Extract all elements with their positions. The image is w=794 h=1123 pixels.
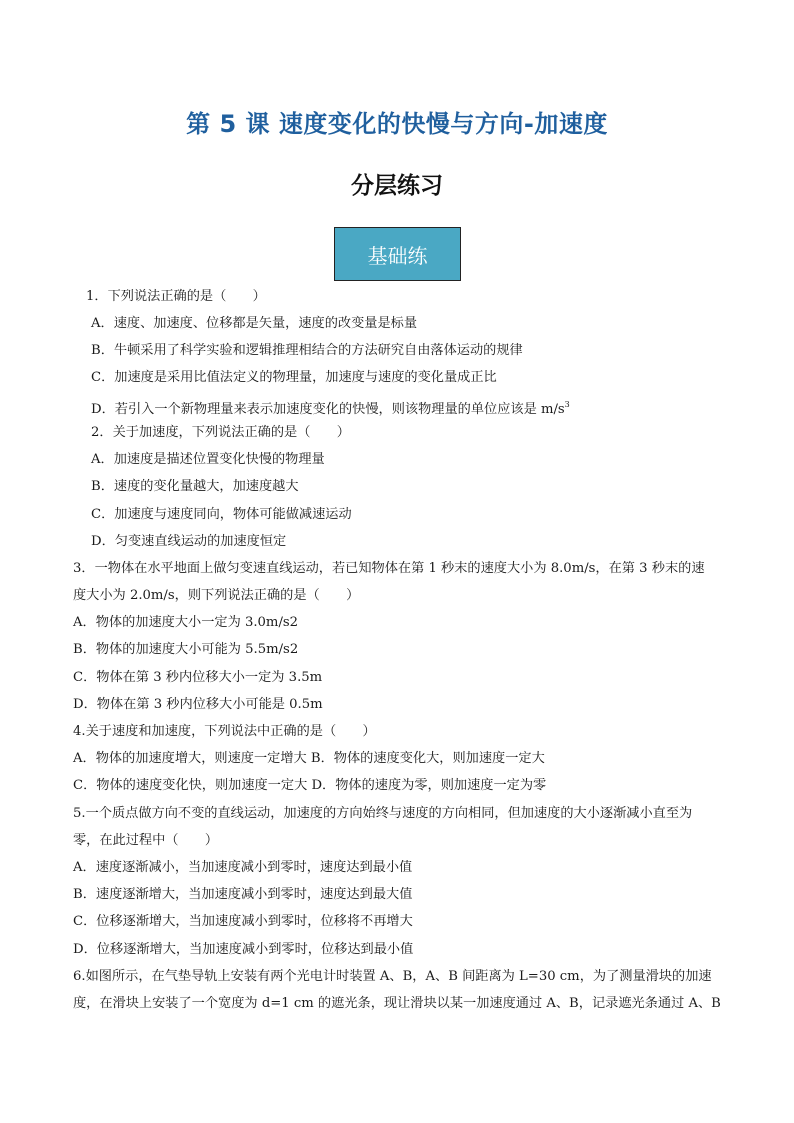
question-3-stem-line1: 3．一物体在水平地面上做匀变速直线运动，若已知物体在第 1 秒末的速度大小为 8.0m/s，在第 3 秒末的速 xyxy=(73,561,705,576)
page-title: 第 5 课 速度变化的快慢与方向-加速度 xyxy=(186,110,608,138)
question-2-option-a: A．加速度是描述位置变化快慢的物理量 xyxy=(91,452,325,467)
question-1-option-a: A．速度、加速度、位移都是矢量，速度的改变量是标量 xyxy=(91,316,418,331)
question-5-option-c: C．位移逐渐增大，当加速度减小到零时，位移将不再增大 xyxy=(73,914,413,929)
question-3-option-c: C．物体在第 3 秒内位移大小一定为 3.5m xyxy=(73,670,323,685)
question-4-options-ab: A．物体的加速度增大，则速度一定增大 B．物体的速度变化大，则加速度一定大 xyxy=(73,751,545,766)
question-6-line2: 度，在滑块上安装了一个宽度为 d=1 cm 的遮光条，现让滑块以某一加速度通过 A、B，记录遮光条通过 A、B xyxy=(73,996,721,1011)
question-6-line1: 6.如图所示，在气垫导轨上安装有两个光电计时装置 A、B，A、B 间距离为 L=30 cm，为了测量滑块的加速 xyxy=(73,969,712,984)
page-subtitle: 分层练习 xyxy=(351,173,443,199)
question-2-option-d: D．匀变速直线运动的加速度恒定 xyxy=(91,534,287,549)
question-3-option-b: B．物体的加速度大小可能为 5.5m/s2 xyxy=(73,642,299,657)
question-5-option-b: B．速度逐渐增大，当加速度减小到零时，速度达到最大值 xyxy=(73,887,413,902)
question-1-option-d xyxy=(91,396,570,419)
question-4-stem: 4.关于速度和加速度，下列说法中正确的是（ ） xyxy=(73,724,376,739)
question-3-option-a: A．物体的加速度大小一定为 3.0m/s2 xyxy=(73,615,299,630)
question-5-stem-line1: 5.一个质点做方向不变的直线运动，加速度的方向始终与速度的方向相同，但加速度的大小逐渐减小直至为 xyxy=(73,806,693,821)
question-1-option-c: C．加速度是采用比值法定义的物理量，加速度与速度的变化量成正比 xyxy=(91,370,497,385)
question-3-option-d: D．物体在第 3 秒内位移大小可能是 0.5m xyxy=(73,697,323,712)
unit-exponent: 3 xyxy=(564,400,570,409)
question-1-option-b: B．牛顿采用了科学实验和逻辑推理相结合的方法研究自由落体运动的规律 xyxy=(91,343,523,358)
option-d-text: D．若引入一个新物理量来表示加速度变化的快慢，则该物理量的单位应该是 m/s xyxy=(91,402,565,417)
question-5-option-d: D．位移逐渐增大，当加速度减小到零时，位移达到最小值 xyxy=(73,942,414,957)
section-badge: 基础练 xyxy=(334,227,461,281)
question-5-stem-line2: 零，在此过程中（ ） xyxy=(73,833,219,848)
question-5-option-a: A．速度逐渐减小，当加速度减小到零时，速度达到最小值 xyxy=(73,860,413,875)
question-4-options-cd: C．物体的速度变化快，则加速度一定大 D．物体的速度为零，则加速度一定为零 xyxy=(73,778,547,793)
question-3-stem-line2: 度大小为 2.0m/s，则下列说法正确的是（ ） xyxy=(73,588,360,603)
question-1-stem: 1．下列说法正确的是（ ） xyxy=(86,289,266,304)
question-2-option-b: B．速度的变化量越大，加速度越大 xyxy=(91,479,299,494)
question-2-option-c: C．加速度与速度同向，物体可能做减速运动 xyxy=(91,507,352,522)
question-2-stem: 2．关于加速度，下列说法正确的是（ ） xyxy=(91,425,350,440)
